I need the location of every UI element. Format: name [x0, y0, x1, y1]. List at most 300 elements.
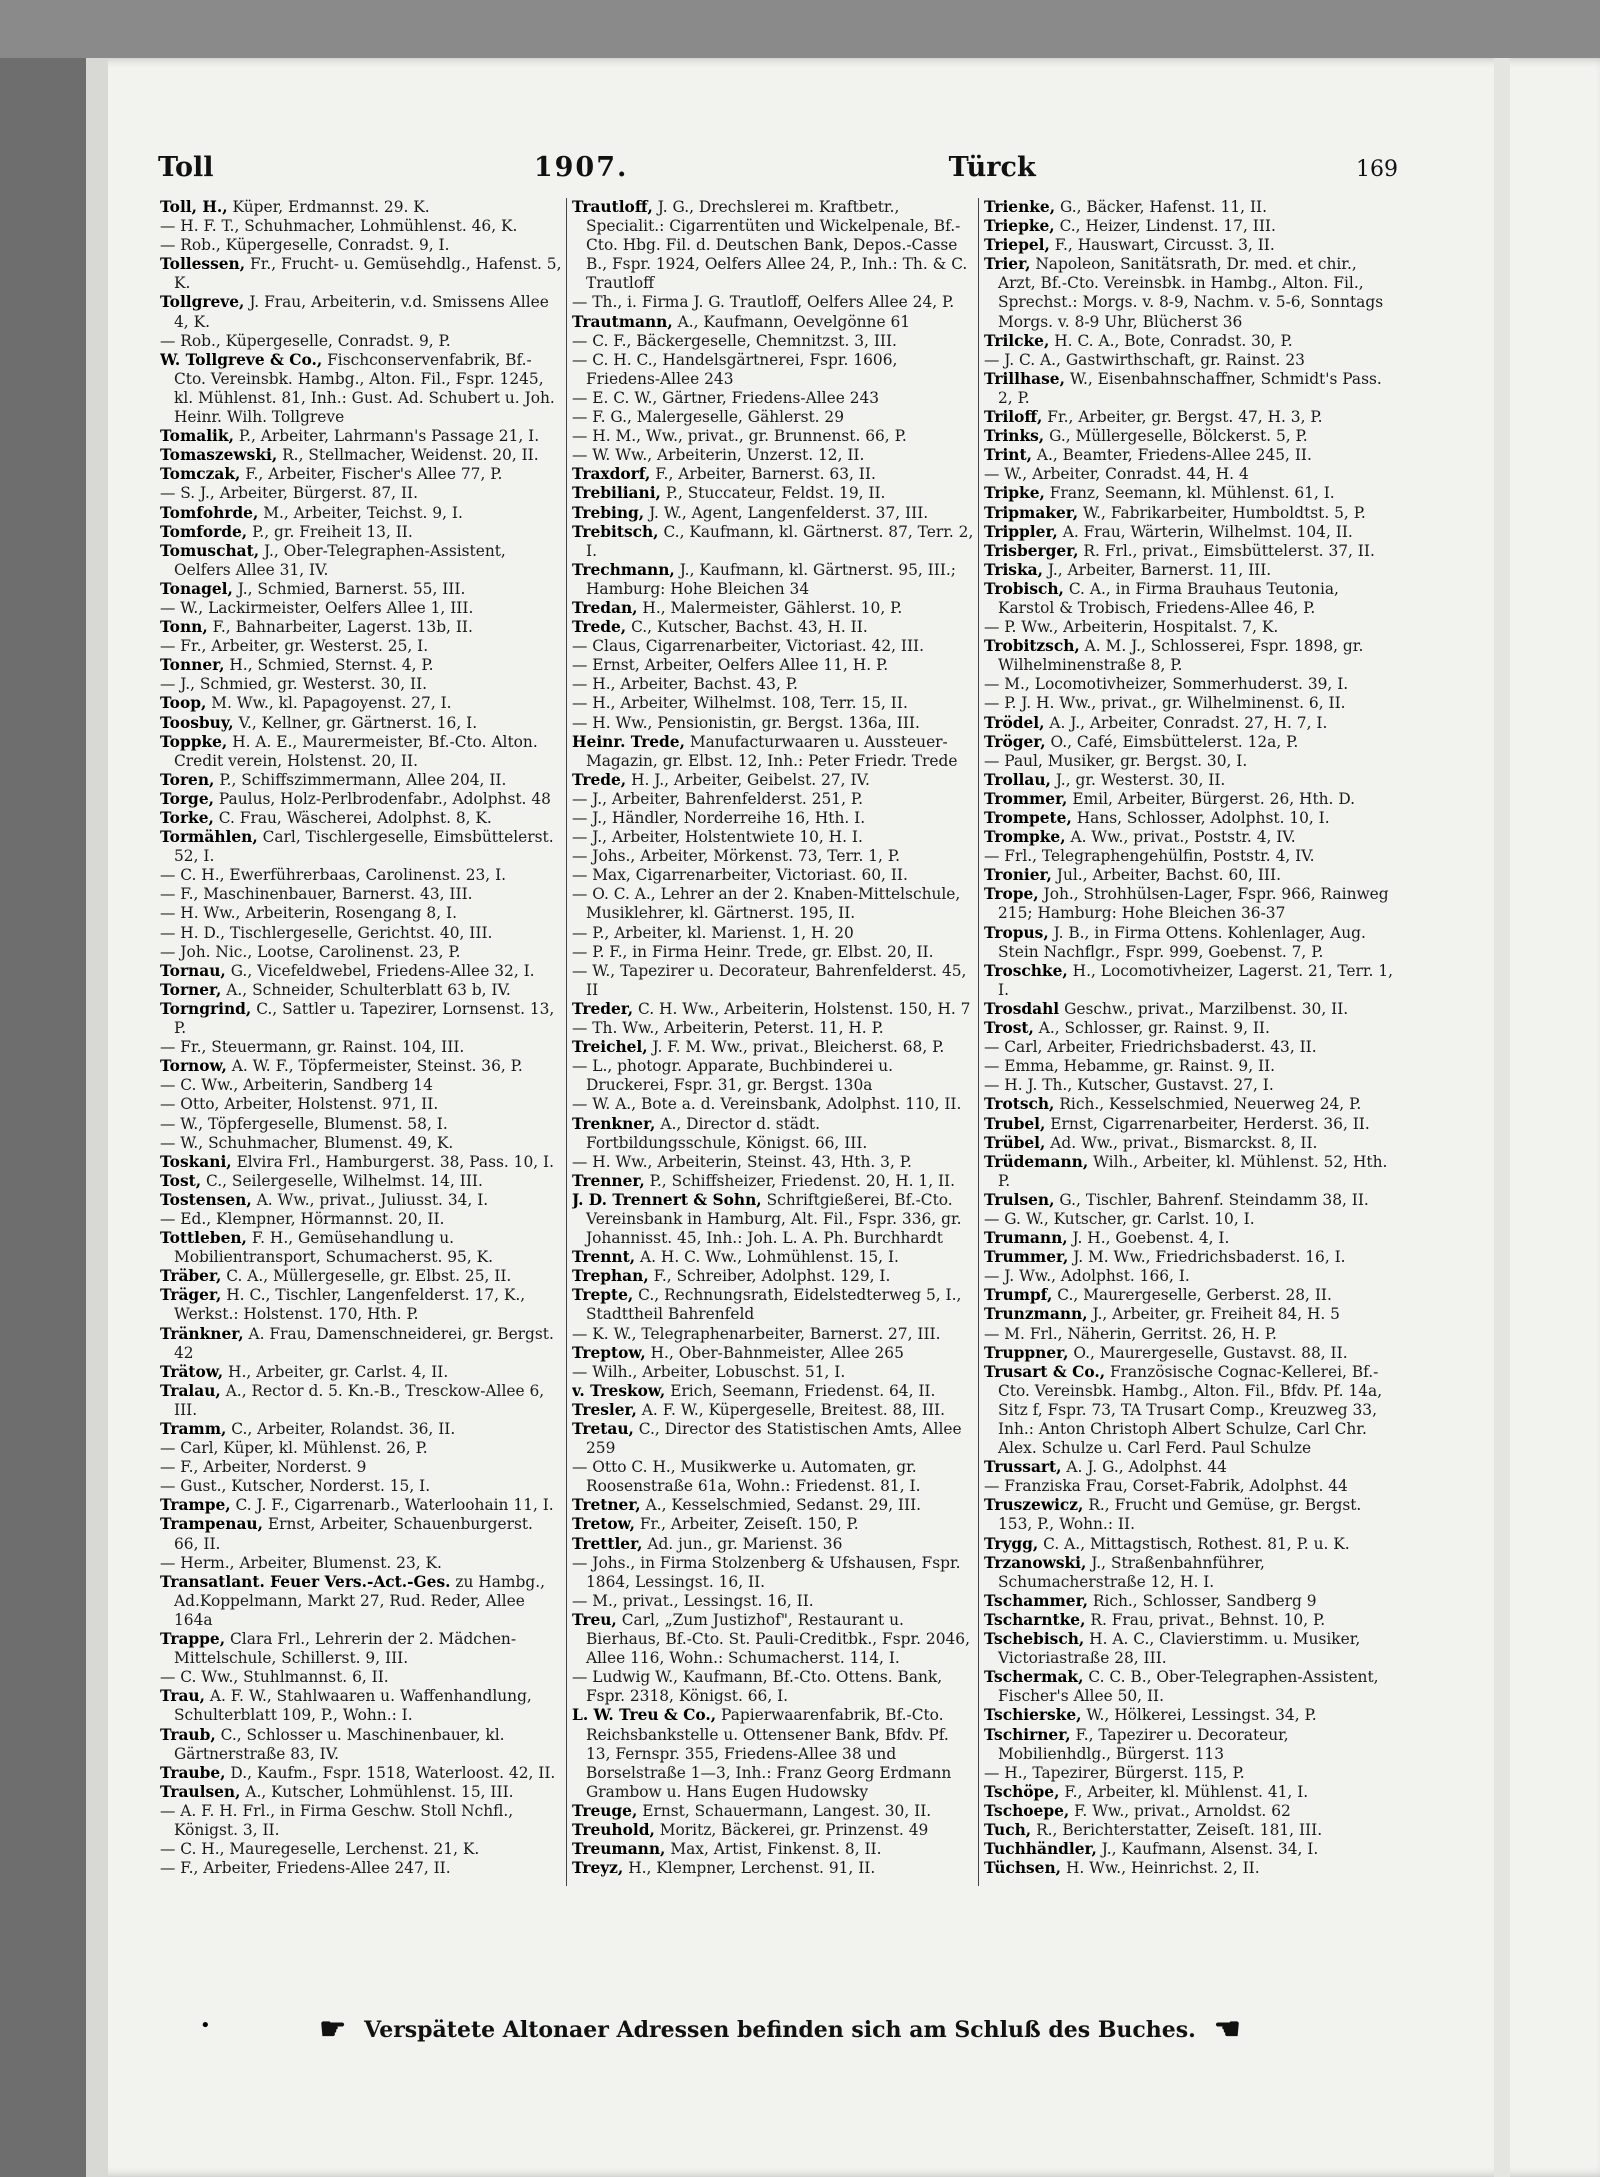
entry-details: A. F. W., Stahlwaaren u. Waffenhandlung, Schulterblatt 109, P., Wohn.: I.: [174, 1687, 532, 1725]
directory-entry: [984, 1611, 1398, 1630]
entry-details: — J., Händler, Norderreihe 16, Hth. I.: [572, 809, 866, 827]
header-year: 1907.: [533, 152, 629, 183]
entry-details: C. A., in Firma Brauhaus Teutonia, Karstol & Trobisch, Friedens-Allee 46, P.: [998, 579, 1339, 617]
directory-entry: [160, 580, 562, 599]
entry-details: Rich., Kesselschmied, Neuerweg 24, P.: [1059, 1095, 1362, 1114]
entry-surname: Tomuschat,: [160, 541, 260, 560]
pointing-hand-left-icon: ☚: [1213, 2012, 1241, 2047]
directory-entry: [572, 943, 974, 962]
entry-details: J., Arbeiter, Barnerst. 11, III.: [1047, 560, 1272, 579]
entry-details: P., Stuccateur, Feldst. 19, II.: [665, 484, 886, 503]
entry-details: R., Frucht und Gemüse, gr. Bergst. 153, P., Wohn.: II.: [998, 1496, 1362, 1534]
directory-entry: [572, 1859, 974, 1878]
entry-details: H., Locomotivheizer, Lagerst. 21, Terr. 1, I.: [998, 961, 1394, 999]
directory-entry: [572, 1554, 974, 1592]
entry-details: H., Schmied, Sternst. 4, P.: [229, 656, 434, 675]
entry-details: A. Frau, Wärterin, Wilhelmst. 104, II.: [1062, 522, 1353, 541]
entry-details: Fr., Arbeiter, Zeiseſt. 150, P.: [639, 1515, 859, 1534]
entry-details: C., Maurergeselle, Gerberst. 28, II.: [1057, 1286, 1332, 1305]
directory-entry: [984, 1095, 1398, 1114]
entry-details: C. Frau, Wäscherei, Adolphst. 8, K.: [218, 809, 492, 827]
entry-details: F., Arbeiter, Barnerst. 63, II.: [655, 465, 876, 484]
directory-entry: [160, 1764, 562, 1783]
directory-entry: [984, 1764, 1398, 1783]
entry-surname: Trepte,: [572, 1286, 634, 1305]
entry-details: H. J., Arbeiter, Geibelst. 27, IV.: [631, 770, 870, 789]
entry-details: F., Bahnarbeiter, Lagerst. 13b, II.: [212, 618, 473, 637]
directory-entry: [984, 924, 1398, 962]
directory-entry: [572, 1668, 974, 1706]
directory-entry: [572, 714, 974, 733]
entry-surname: Trebitsch,: [572, 522, 659, 541]
entry-details: R. Frl., privat., Eimsbüttelerst. 37, II.: [1083, 541, 1375, 560]
directory-entry: [572, 1401, 974, 1420]
entry-details: C., Rechnungsrath, Eidelstedterweg 5, I., Stadttheil Bahrenfeld: [586, 1286, 962, 1324]
entry-surname: Triloff,: [984, 408, 1043, 427]
entry-details: — W. A., Bote a. d. Vereinsbank, Adolphst. 110, II.: [572, 1095, 962, 1114]
directory-entry: [572, 637, 974, 656]
directory-entry: [984, 1153, 1398, 1191]
directory-entry: [572, 1248, 974, 1267]
directory-entry: [572, 1325, 974, 1344]
directory-entry: [984, 217, 1398, 236]
directory-entry: [160, 981, 562, 1000]
entry-details: A. W. F., Töpfermeister, Steinst. 36, P.: [231, 1057, 523, 1076]
directory-entry: [160, 599, 562, 618]
entry-details: D., Kaufm., Fspr. 1518, Waterloost. 42, II.: [230, 1763, 556, 1782]
directory-entry: [572, 1611, 974, 1668]
column-rule: [978, 198, 979, 1886]
directory-entry: [160, 885, 562, 904]
entry-surname: Tschoepe,: [984, 1801, 1070, 1820]
entry-surname: Trede,: [572, 618, 627, 637]
directory-entry: [984, 1000, 1398, 1019]
entry-surname: Tschirner,: [984, 1725, 1071, 1744]
entry-surname: Trautloff,: [572, 198, 653, 216]
directory-entry: [160, 1802, 562, 1840]
directory-entry: [984, 408, 1398, 427]
directory-entry: [984, 523, 1398, 542]
entry-details: — C. F., Bäckergeselle, Chemnitzst. 3, III.: [572, 331, 897, 350]
page-gutter: [86, 58, 108, 2177]
footer-text: Verspätete Altonaer Adressen befinden sich am Schluß des Buches.: [364, 2017, 1196, 2043]
directory-entry: [984, 752, 1398, 771]
entry-details: — H., Arbeiter, Wilhelmst. 108, Terr. 15, II.: [572, 694, 908, 713]
entry-details: — Claus, Cigarrenarbeiter, Victoriast. 42, III.: [572, 637, 925, 656]
directory-entry: [160, 1076, 562, 1095]
entry-details: Napoleon, Sanitätsrath, Dr. med. et chir., Arzt, Bf.-Cto. Vereinsbk. in Hambg., Alton. Fil., Sprechst.: Morgs. v. 8-9, Nachm. v. 5-6, Sonntags Morgs. v. 8-9 Uhr, Blücherst 36: [998, 255, 1384, 331]
entry-details: G., Bäcker, Hafenst. 11, II.: [1060, 198, 1268, 216]
directory-entry: [160, 733, 562, 771]
directory-entry: [984, 446, 1398, 465]
directory-entry: [572, 1095, 974, 1114]
entry-surname: Trephan,: [572, 1267, 649, 1286]
entry-surname: Trennt,: [572, 1248, 636, 1267]
directory-entry: [572, 790, 974, 809]
entry-details: — K. W., Telegraphenarbeiter, Barnerst. 27, III.: [572, 1324, 941, 1343]
entry-details: — Rob., Küpergeselle, Conradst. 9, I.: [160, 236, 450, 255]
entry-surname: Tüchsen,: [984, 1859, 1062, 1878]
entry-details: — M. Frl., Näherin, Gerritst. 26, H. P.: [984, 1324, 1277, 1343]
entry-details: Wilh., Arbeiter, kl. Mühlenst. 52, Hth. P.: [998, 1152, 1388, 1190]
pointing-hand-right-icon: ☛: [319, 2012, 347, 2047]
directory-entry: [160, 1286, 562, 1324]
directory-entry: [572, 504, 974, 523]
entry-surname: Tränkner,: [160, 1324, 244, 1343]
entry-surname: Trier,: [984, 255, 1031, 274]
entry-surname: Toop,: [160, 694, 207, 713]
entry-details: Jul., Arbeiter, Bachst. 60, III.: [1056, 866, 1281, 885]
entry-details: — F. G., Malergeselle, Gählerst. 29: [572, 408, 845, 427]
entry-details: — C. H., Mauregeselle, Lerchenst. 21, K.: [160, 1840, 480, 1859]
entry-surname: Toren,: [160, 770, 215, 789]
entry-surname: Tornau,: [160, 961, 226, 980]
directory-entry: [984, 618, 1398, 637]
entry-details: C. J. F., Cigarrenarb., Waterloohain 11, I.: [235, 1496, 554, 1515]
directory-entry: [984, 1554, 1398, 1592]
directory-entry: [984, 561, 1398, 580]
entry-details: Papierwaarenfabrik, Bf.-Cto. Reichsbankstelle u. Ottensener Bank, Bfdv. Pf. 13, Fernspr. 355, Friedens-Allee 38 und Borselstraße 1—3, Inh.: Franz Georg Erdmann Grambow u. Hans Eugen Hudowsky: [586, 1706, 952, 1801]
entry-surname: Triepke,: [984, 217, 1055, 236]
entry-surname: Träber,: [160, 1267, 222, 1286]
entry-surname: Trusart & Co.,: [984, 1362, 1106, 1381]
entry-details: — M., privat., Lessingst. 16, II.: [572, 1591, 814, 1610]
directory-entry: [984, 1019, 1398, 1038]
entry-surname: Tuch,: [984, 1820, 1032, 1839]
directory-entry: [160, 771, 562, 790]
entry-surname: Traxdorf,: [572, 465, 651, 484]
directory-entry: [160, 236, 562, 255]
directory-entry: [160, 1229, 562, 1267]
entry-details: Erich, Seemann, Friedenst. 64, II.: [670, 1381, 936, 1400]
entry-details: Küper, Erdmannst. 29. K.: [232, 198, 430, 216]
entry-surname: Trilcke,: [984, 331, 1050, 350]
entry-details: C., Heizer, Lindenst. 17, III.: [1059, 217, 1276, 236]
directory-entry: [160, 1153, 562, 1172]
entry-details: J. W., Agent, Langenfelderst. 37, III.: [649, 503, 929, 522]
directory-entry: [572, 924, 974, 943]
entry-surname: Tornow,: [160, 1057, 227, 1076]
entry-details: — W., Töpfergeselle, Blumenst. 58, I.: [160, 1114, 448, 1133]
directory-entry: [160, 504, 562, 523]
directory-entry: [984, 733, 1398, 752]
entry-details: — J., Arbeiter, Bahrenfelderst. 251, P.: [572, 789, 864, 808]
entry-details: — W., Tapezirer u. Decorateur, Bahrenfelderst. 45, II: [572, 961, 967, 999]
directory-entry: [572, 1535, 974, 1554]
entry-details: — H. Ww., Arbeiterin, Rosengang 8, I.: [160, 904, 457, 923]
entry-surname: L. W. Treu & Co.,: [572, 1706, 717, 1725]
entry-surname: Transatlant. Feuer Vers.-Act.-Ges.: [160, 1572, 451, 1591]
directory-entry: [160, 809, 562, 828]
entry-details: Ad. jun., gr. Marienst. 36: [647, 1534, 843, 1553]
directory-entry: [160, 523, 562, 542]
entry-details: Elvira Frl., Hamburgerst. 38, Pass. 10, I.: [236, 1152, 555, 1171]
entry-details: Manufacturwaaren u. Aussteuer-Magazin, gr. Elbst. 12, Inh.: Peter Friedr. Trede: [586, 732, 958, 770]
entry-surname: Tonagel,: [160, 579, 233, 598]
entry-details: A., Beamter, Friedens-Allee 245, II.: [1036, 446, 1312, 465]
directory-entry: [572, 313, 974, 332]
directory-entry: [572, 523, 974, 561]
entry-surname: Heinr. Trede,: [572, 732, 685, 751]
entry-surname: Treu,: [572, 1610, 617, 1629]
directory-entry: [572, 656, 974, 675]
entry-surname: Tost,: [160, 1171, 202, 1190]
entry-surname: Trompke,: [984, 828, 1066, 847]
entry-details: — Th., i. Firma J. G. Trautloff, Oelfers Allee 24, P.: [572, 293, 955, 312]
directory-entry: [160, 790, 562, 809]
entry-surname: Trunzmann,: [984, 1305, 1088, 1324]
directory-entry: [160, 217, 562, 236]
entry-surname: Toll, H.,: [160, 198, 228, 216]
entry-surname: Treder,: [572, 999, 634, 1018]
entry-details: H. A. C., Clavierstimm. u. Musiker, Victoriastraße 28, III.: [998, 1630, 1361, 1668]
entry-surname: J. D. Trennert & Sohn,: [572, 1190, 762, 1209]
entry-surname: Truppner,: [984, 1343, 1069, 1362]
entry-surname: Torngrind,: [160, 999, 252, 1018]
directory-entry: [984, 236, 1398, 255]
entry-surname: Tropus,: [984, 923, 1049, 942]
directory-entry: [160, 694, 562, 713]
entry-details: A., Director d. städt. Fortbildungsschule, Königst. 66, III.: [586, 1114, 868, 1152]
directory-entry: [160, 1382, 562, 1420]
directory-entry: [984, 1477, 1398, 1496]
entry-details: A., Rector d. 5. Kn.-B., Tresckow-Allee 6, III.: [174, 1381, 545, 1419]
directory-entry: [984, 1802, 1398, 1821]
column-rule: [566, 198, 567, 1886]
entry-surname: Tretner,: [572, 1496, 641, 1515]
entry-surname: Tuchhändler,: [984, 1840, 1097, 1859]
entry-surname: Trubel,: [984, 1114, 1046, 1133]
scan-top-margin: [0, 0, 1600, 58]
directory-entry: [984, 465, 1398, 484]
directory-entry: [572, 293, 974, 312]
entry-surname: Tonn,: [160, 618, 208, 637]
entry-surname: Trebing,: [572, 503, 645, 522]
entry-details: Ernst, Cigarrenarbeiter, Herderst. 36, II.: [1050, 1114, 1370, 1133]
entry-details: — H. Ww., Pensionistin, gr. Bergst. 136a, III.: [572, 713, 920, 732]
directory-entry: [160, 446, 562, 465]
directory-entry: [160, 904, 562, 923]
directory-entry: [572, 1115, 974, 1153]
entry-details: P., Schiffszimmermann, Allee 204, II.: [219, 770, 507, 789]
entry-details: H. C. A., Bote, Conradst. 30, P.: [1054, 331, 1293, 350]
entry-details: H., Malermeister, Gählerst. 10, P.: [642, 598, 903, 617]
directory-entry: [984, 542, 1398, 561]
directory-entry: [160, 1496, 562, 1515]
entry-details: F., Arbeiter, kl. Mühlenst. 41, I.: [1064, 1782, 1309, 1801]
entry-details: A. Ww., privat., Poststr. 4, IV.: [1070, 828, 1296, 847]
entry-details: — P., Arbeiter, kl. Marienst. 1, H. 20: [572, 923, 854, 942]
entry-details: — H., Tapezirer, Bürgerst. 115, P.: [984, 1763, 1245, 1782]
directory-entry: [160, 828, 562, 866]
directory-entry: [160, 1057, 562, 1076]
directory-entry: [572, 1038, 974, 1057]
entry-details: R., Berichterstatter, Zeiseſt. 181, III.: [1036, 1820, 1323, 1839]
entry-details: F., Arbeiter, Fischer's Allee 77, P.: [245, 465, 503, 484]
entry-details: — W., Schuhmacher, Blumenst. 49, K.: [160, 1133, 454, 1152]
entry-details: Clara Frl., Lehrerin der 2. Mädchen-Mittelschule, Schillerst. 9, III.: [174, 1630, 517, 1668]
entry-details: — J., Schmied, gr. Westerst. 30, II.: [160, 675, 428, 694]
entry-surname: Tröger,: [984, 732, 1046, 751]
directory-entry: [984, 1248, 1398, 1267]
directory-entry: [160, 1191, 562, 1210]
entry-surname: Tollessen,: [160, 255, 246, 274]
directory-entry: [160, 1554, 562, 1573]
directory-entry: [984, 1458, 1398, 1477]
entry-surname: Treumann,: [572, 1840, 666, 1859]
directory-entry: [572, 1057, 974, 1095]
entry-details: A., Schneider, Schulterblatt 63 b, IV.: [226, 980, 511, 999]
directory-entry: [984, 1496, 1398, 1534]
directory-entry: [984, 828, 1398, 847]
entry-details: — P. J. H. Ww., privat., gr. Wilhelminenst. 6, II.: [984, 694, 1346, 713]
entry-details: — Wilh., Arbeiter, Lobuschst. 51, I.: [572, 1362, 846, 1381]
entry-details: J. M. Ww., Friedrichsbaderst. 16, I.: [1073, 1248, 1346, 1267]
directory-entry: [160, 1267, 562, 1286]
entry-details: A. Frau, Damenschneiderei, gr. Bergst. 42: [174, 1324, 554, 1362]
footer-bullet: •: [200, 2015, 211, 2036]
directory-entry: [572, 1344, 974, 1363]
entry-surname: Tretow,: [572, 1515, 635, 1534]
entry-details: — Herm., Arbeiter, Blumenst. 23, K.: [160, 1553, 442, 1572]
directory-entry: [572, 1286, 974, 1324]
entry-details: — J., Arbeiter, Holstentwiete 10, H. I.: [572, 828, 863, 847]
entry-details: J., Schmied, Barnerst. 55, III.: [237, 579, 466, 598]
directory-entry: [572, 771, 974, 790]
entry-details: — G. W., Kutscher, gr. Carlst. 10, I.: [984, 1209, 1255, 1228]
directory-entry: [984, 1229, 1398, 1248]
entry-surname: Tramm,: [160, 1420, 227, 1438]
entry-surname: Tollgreve,: [160, 293, 245, 312]
entry-details: — F., Arbeiter, Norderst. 9: [160, 1458, 367, 1477]
entry-surname: Traulsen,: [160, 1782, 241, 1801]
directory-entry: [572, 1802, 974, 1821]
directory-entry: [984, 255, 1398, 331]
entry-surname: Tonner,: [160, 656, 225, 675]
directory-entry: [984, 790, 1398, 809]
entry-surname: Traube,: [160, 1763, 226, 1782]
entry-details: — W., Arbeiter, Conradst. 44, H. 4: [984, 465, 1249, 484]
entry-surname: Trompete,: [984, 809, 1072, 827]
entry-surname: Trost,: [984, 1019, 1034, 1038]
entry-surname: Trienke,: [984, 198, 1056, 216]
entry-surname: Trumpf,: [984, 1286, 1053, 1305]
directory-entry: [984, 1344, 1398, 1363]
directory-entry: [160, 1668, 562, 1687]
entry-surname: Tomalik,: [160, 427, 234, 446]
directory-entry: [160, 618, 562, 637]
directory-entry: [984, 1535, 1398, 1554]
directory-entry: [984, 198, 1398, 217]
directory-entry: [984, 1210, 1398, 1229]
entry-details: — P. Ww., Arbeiterin, Hospitalst. 7, K.: [984, 618, 1279, 637]
entry-details: — Emma, Hebamme, gr. Rainst. 9, II.: [984, 1057, 1276, 1076]
entry-details: Ernst, Arbeiter, Schauenburgerst. 66, II.: [174, 1515, 533, 1553]
directory-entry: [984, 866, 1398, 885]
entry-surname: Tomfohrde,: [160, 503, 259, 522]
entry-details: O., Maurergeselle, Gustavst. 88, II.: [1073, 1343, 1348, 1362]
entry-details: — A. F. H. Frl., in Firma Geschw. Stoll Nchfl., Königst. 3, II.: [160, 1801, 514, 1839]
entry-surname: Tomaszewski,: [160, 446, 278, 465]
directory-entry: [984, 351, 1398, 370]
entry-surname: Toskani,: [160, 1152, 232, 1171]
entry-details: C. A., Mittagstisch, Rothest. 81, P. u. K.: [1043, 1534, 1350, 1553]
entry-surname: Trenner,: [572, 1171, 645, 1190]
directory-entry: [572, 1172, 974, 1191]
directory-entry: [160, 427, 562, 446]
entry-details: C., Director des Statistischen Amts, Allee 259: [586, 1420, 962, 1458]
entry-surname: Toosbuy,: [160, 713, 234, 732]
entry-surname: Trau,: [160, 1687, 205, 1706]
entry-details: — F., Arbeiter, Friedens-Allee 247, II.: [160, 1859, 451, 1878]
entry-details: A. F. W., Küpergeselle, Breitest. 88, III.: [641, 1400, 946, 1419]
entry-details: F., Tapezirer u. Decorateur, Mobilienhdlg., Bürgerst. 113: [998, 1725, 1289, 1763]
entry-details: — C. H., Ewerführerbaas, Carolinenst. 23, I.: [160, 866, 507, 885]
entry-details: J., Kaufmann, Alsenst. 34, I.: [1101, 1840, 1319, 1859]
directory-entry: [160, 1115, 562, 1134]
directory-entry: [984, 962, 1398, 1000]
directory-entry: [984, 847, 1398, 866]
directory-entry: [160, 351, 562, 427]
column-2: [572, 198, 974, 1878]
header-first-entry: Toll: [158, 152, 214, 183]
directory-entry: [984, 885, 1398, 923]
entry-surname: Trumann,: [984, 1229, 1068, 1248]
directory-entry: [572, 1592, 974, 1611]
directory-entry: [160, 332, 562, 351]
directory-entry: [160, 675, 562, 694]
directory-entry: [160, 1573, 562, 1630]
directory-entry: [572, 962, 974, 1000]
directory-entry: [572, 1019, 974, 1038]
entry-details: C. A., Müllergeselle, gr. Elbst. 25, II.: [226, 1267, 512, 1286]
entry-surname: Trulsen,: [984, 1190, 1055, 1209]
directory-entry: [984, 1325, 1398, 1344]
directory-entry: [984, 1726, 1398, 1764]
entry-surname: Tottleben,: [160, 1229, 247, 1248]
entry-details: — H. D., Tischlergeselle, Gerichtst. 40, III.: [160, 923, 493, 942]
entry-details: — H. J. Th., Kutscher, Gustavst. 27, I.: [984, 1076, 1274, 1095]
entry-details: Geschw., privat., Marzilbenst. 30, II.: [1064, 999, 1349, 1018]
directory-entry: [160, 1477, 562, 1496]
entry-surname: Trechmann,: [572, 560, 675, 579]
directory-entry: [572, 733, 974, 771]
entry-details: Emil, Arbeiter, Bürgerst. 26, Hth. D.: [1072, 789, 1356, 808]
directory-entry: [572, 828, 974, 847]
directory-entry: [572, 694, 974, 713]
directory-entry: [984, 580, 1398, 618]
entry-details: C., Kutscher, Bachst. 43, H. II.: [631, 618, 868, 637]
entry-details: Fr., Frucht- u. Gemüsehdlg., Hafenst. 5, K.: [174, 255, 562, 293]
directory-entry: [572, 1267, 974, 1286]
entry-details: — Fr., Steuermann, gr. Rainst. 104, III.: [160, 1038, 465, 1057]
entry-details: — Ed., Klempner, Hörmannst. 20, II.: [160, 1209, 445, 1228]
entry-surname: Torke,: [160, 809, 214, 827]
entry-details: A. M. J., Schlosserei, Fspr. 1898, gr. Wilhelminenstraße 8, P.: [998, 637, 1364, 675]
directory-entry: [160, 1515, 562, 1553]
entry-details: — Otto, Arbeiter, Holstenst. 971, II.: [160, 1095, 439, 1114]
entry-details: H., Klempner, Lerchenst. 91, II.: [628, 1859, 876, 1878]
directory-entry: [572, 1821, 974, 1840]
directory-entry: [572, 1496, 974, 1515]
directory-entry: [160, 1210, 562, 1229]
entry-details: Carl, „Zum Justizhof", Restaurant u. Bierhaus, Bf.-Cto. St. Pauli-Creditbk., Fspr. 2046, Allee 116, Wohn.: Schumacherst. 114, I.: [586, 1610, 970, 1668]
directory-entry: [160, 1363, 562, 1382]
entry-surname: Träger,: [160, 1286, 222, 1305]
entry-surname: Tripke,: [984, 484, 1045, 503]
directory-entry: [984, 714, 1398, 733]
entry-details: C., Kaufmann, kl. Gärtnerst. 87, Terr. 2, I.: [586, 522, 974, 560]
